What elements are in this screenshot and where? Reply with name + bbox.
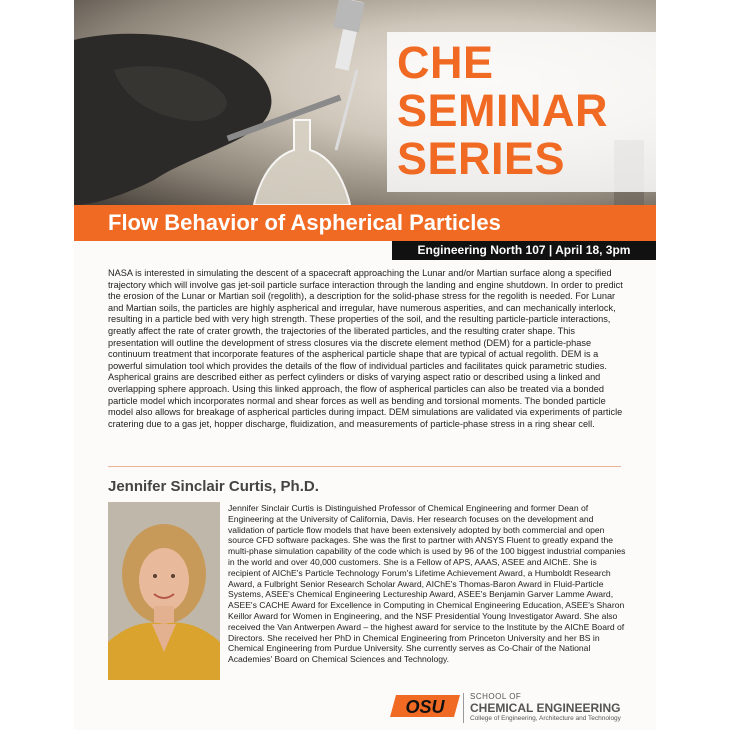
college-name: College of Engineering, Architecture and Technology xyxy=(470,715,621,722)
speaker-bio: Jennifer Sinclair Curtis is Distinguished Professor of Chemical Engineering and former Dean of Engineering at the University of California, Davis. Her research focuses on the development and validation of particle flow models that have been extensively adopted by both commercial and open source CFD software packages. She was the first to partner with ANSYS Fluent to greatly expand the multi-phase simulation capability of the code which is used by 96 of the 100 biggest industrial companies in the world and over 40,000 customers. She is a Fellow of APS, AAAS, ASEE and AIChE. She is recipient of AIChE's Particle Technology Forum's Lifetime Achievement Award, a Humboldt Research Award, a Fulbright Senior Research Scholar Award, AIChE's Thomas-Baron Award in Fluid-Particle Systems, ASEE's Chemical Engineering Lectureship Award, ASEE's Benjamin Garver Lamme Award, ASEE's CACHE Award for Excellence in Computing in Chemical Engineering Education, ASEE's Sharon Keillor Award for Women in Engineering, and the NSF Presidential Young Investigator Award. She also received the Van Antwerpen Award – the highest award for service to the Institute by the AIChE Board of Directors. She received her PhD in Chemical Engineering from Princeton University and her BS in Chemical Engineering from Purdue University. She currently serves as Co-Chair of the National Academies' Board on Chemical Sciences and Technology. xyxy=(228,503,626,665)
seminar-line-1: CHE xyxy=(397,37,494,88)
osu-logo-mark xyxy=(390,691,463,721)
section-divider xyxy=(108,466,621,467)
seminar-line-2: SEMINAR xyxy=(397,85,609,136)
osu-logo xyxy=(390,691,463,721)
abstract-text: NASA is interested in simulating the descent of a spacecraft approaching the Lunar and/or Martian surface along a specified trajectory which will involve gas jet-soil particle surface interaction through the landing and engine shutdown. In order to predict the erosion of the Lunar or Martian soil (regolith), a description for the solid-phase stress for the regolith is needed. For Lunar and Martian soils, the particles are highly aspherical and irregular, have numerous asperities, and can mechanically interlock, resulting in a particle bed with very high strength. These properties of the soil, and the resulting particle-particle interactions, greatly affect the rate of crater growth, the trajectories of the liberated particles, and the resulting crater shape. This presentation will outline the development of stress closures via the discrete element method (DEM) for a particle-phase continuum treatment that incorporate features of the aspherical particle shape that are typical of actual regolith. DEM is a powerful simulation tool which provides the details of the flow of individual particles and facilitates quick parametric studies. Aspherical grains are described either as perfect cylinders or disks of varying aspect ratio or described using a linked and overlapping sphere approach. Using this linked approach, the flow of aspherical particles can also be treated via a bonded particle model which incorporates normal and shear forces as well as bending and torsional moments. The bonded particle model also allows for breakage of aspherical particles during impact. DEM simulations are validated via experiments of particle cratering due to a gas jet, hopper discharge, fluidization, and measurements of particle-phase stress in a ring shear cell. xyxy=(108,268,623,429)
talk-title: Flow Behavior of Aspherical Particles xyxy=(108,210,501,235)
flyer-page xyxy=(74,0,656,730)
logo-separator xyxy=(463,693,464,723)
speaker-photo xyxy=(108,502,220,680)
location-date: Engineering North 107 | April 18, 3pm xyxy=(417,243,631,257)
department-name: CHEMICAL ENGINEERING xyxy=(470,701,621,715)
school-label: SCHOOL OF xyxy=(470,692,522,701)
speaker-name: Jennifer Sinclair Curtis, Ph.D. xyxy=(108,478,319,495)
speaker-portrait-image xyxy=(108,502,220,680)
svg-text:OSU: OSU xyxy=(405,697,445,717)
hero-photo xyxy=(74,0,656,205)
seminar-line-3: SERIES xyxy=(397,133,566,184)
